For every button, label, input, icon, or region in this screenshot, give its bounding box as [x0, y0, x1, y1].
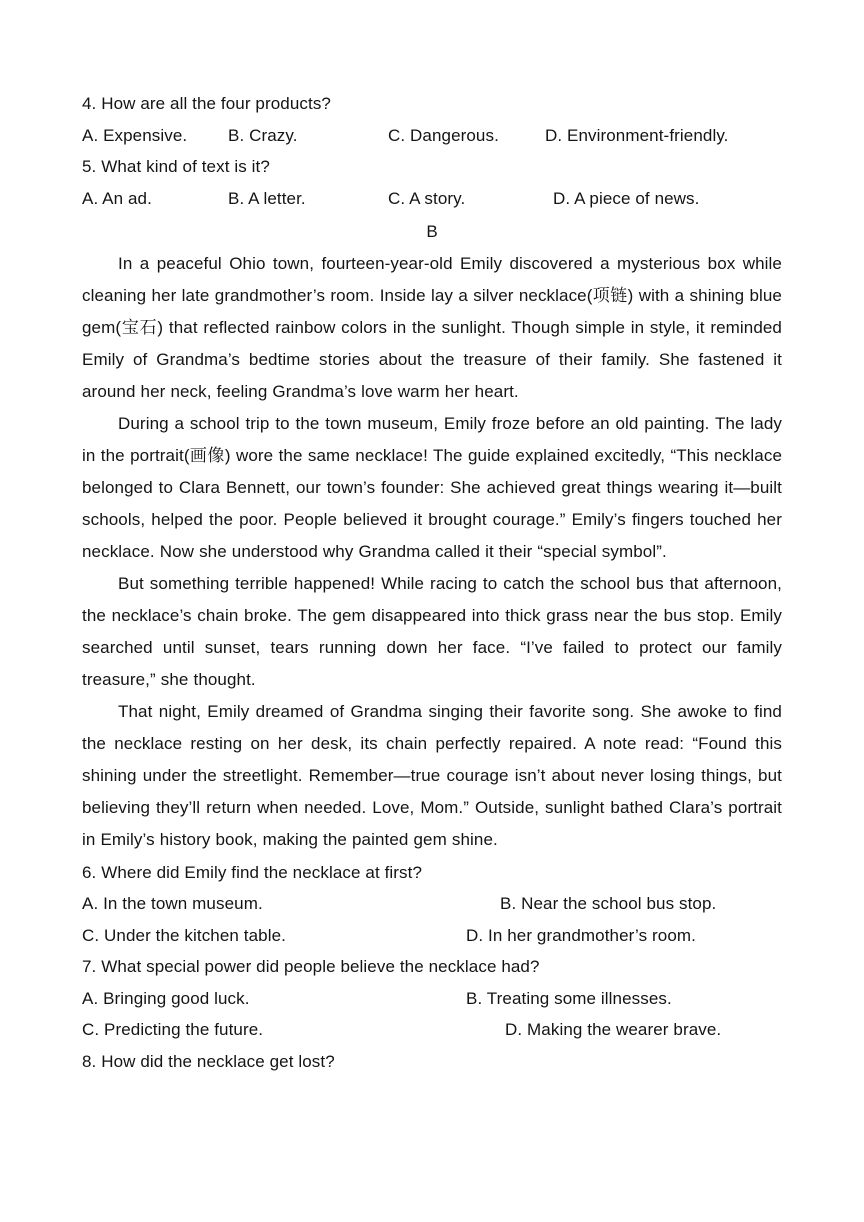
question-stem-6: 6. Where did Emily find the necklace at first? — [82, 862, 423, 882]
option-q6-a[interactable]: A. In the town museum. — [82, 894, 263, 913]
passage-paragraph-4: That night, Emily dreamed of Grandma singing their favorite song. She awoke to find the necklace resting on her desk, its chain perfectly repaired. A note read: “Found this shining under the streetlight. Remember—true courage isn’t about never losing things, but believing they’ll return when needed. Love, Mom.” Outside, sunlight bathed Clara’s portrait in Emily’s history book, making the painted gem shine. — [82, 701, 782, 849]
passage-paragraph-2: During a school trip to the town museum, Emily froze before an old painting. The lady in the portrait(画像) wore the same necklace! The guide explained excitedly, “This necklace belonged to Clara Bennett, our town’s founder: She achieved great things wearing it—built schools, helped the poor. People believed it brought courage.” Emily’s fingers touched her necklace. Now she understood why Grandma called it their “special symbol”. — [82, 413, 782, 561]
option-q7-c[interactable]: C. Predicting the future. — [82, 1020, 264, 1039]
question-stem-8: 8. How did the necklace get lost? — [82, 1051, 335, 1071]
question-stem-7: 7. What special power did people believe the necklace had? — [82, 957, 540, 976]
option-q6-d[interactable]: D. In her grandmother’s room. — [466, 925, 696, 945]
option-q6-b[interactable]: B. Near the school bus stop. — [500, 894, 717, 913]
question-stem-5: 5. What kind of text is it? — [82, 157, 270, 176]
option-row-q6-2 — [82, 920, 782, 952]
option-q7-b[interactable]: B. Treating some illnesses. — [466, 988, 672, 1008]
option-q7-d[interactable]: D. Making the wearer brave. — [505, 1020, 722, 1039]
passage-paragraph-3: But something terrible happened! While racing to catch the school bus that afternoon, the necklace’s chain broke. The gem disappeared into thick grass near the bus stop. Emily searched until sunset, tears running down her face. “I’ve failed to protect our family treasure,” she thought. — [82, 573, 782, 689]
option-row-q7-2 — [82, 1014, 782, 1046]
option-q5-d[interactable]: D. A piece of news. — [553, 188, 700, 208]
option-row-q6-1 — [82, 888, 782, 920]
passage-paragraph-1: In a peaceful Ohio town, fourteen-year-old Emily discovered a mysterious box while cleaning her late grandmother’s room. Inside lay a silver necklace(项链) with a shining blue gem(宝石) that reflected rainbow colors in the sunlight. Though simple in style, it reminded Emily of Grandma’s bedtime stories about the treasure of their family. She fastened it around her neck, feeling Grandma’s love warm her heart. — [82, 253, 782, 401]
option-q5-a[interactable]: A. An ad. — [82, 188, 152, 208]
section-heading-b: B — [426, 222, 438, 241]
page-content — [82, 88, 782, 1077]
option-row-q5 — [82, 183, 782, 215]
option-q6-c[interactable]: C. Under the kitchen table. — [82, 925, 286, 945]
option-q5-c[interactable]: C. A story. — [388, 188, 466, 208]
option-q4-a[interactable]: A. Expensive. — [82, 125, 188, 145]
option-row-q7-1 — [82, 983, 782, 1015]
option-q4-d[interactable]: D. Environment-friendly. — [545, 125, 729, 145]
option-q7-a[interactable]: A. Bringing good luck. — [82, 988, 250, 1008]
option-row-q4 — [82, 120, 782, 152]
option-q4-b[interactable]: B. Crazy. — [228, 125, 298, 145]
option-q4-c[interactable]: C. Dangerous. — [388, 125, 499, 145]
questions-bottom-block — [82, 857, 782, 1078]
question-stem-4: 4. How are all the four products? — [82, 94, 331, 113]
option-q5-b[interactable]: B. A letter. — [228, 188, 306, 208]
